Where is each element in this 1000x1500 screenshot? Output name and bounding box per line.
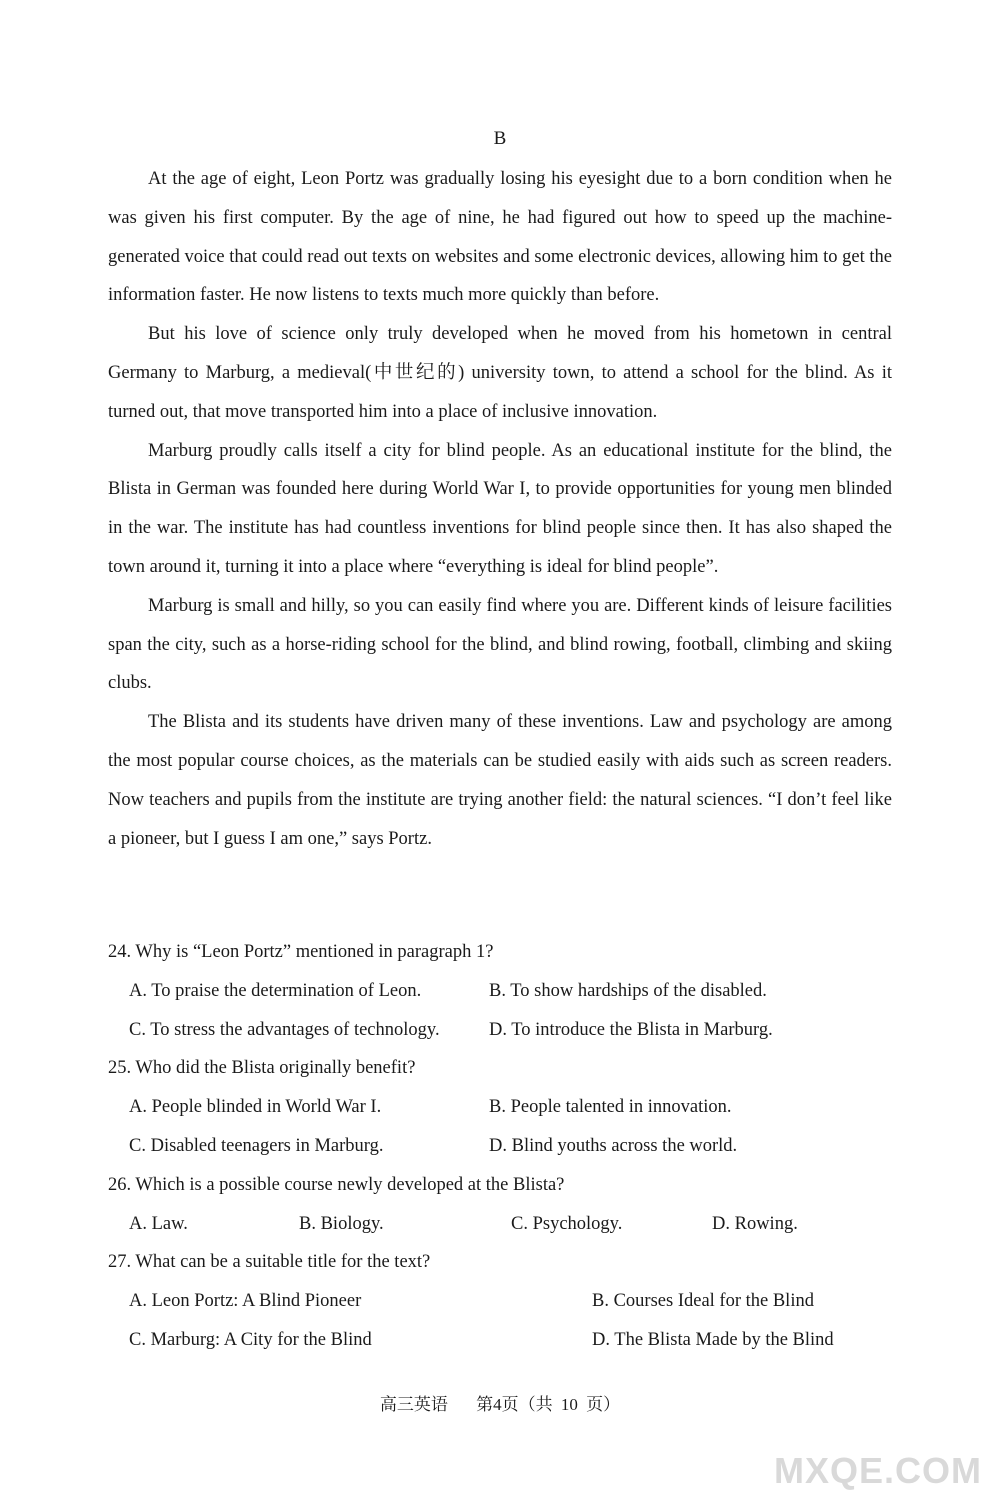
reading-passage — [108, 160, 892, 858]
question-24-options-row-1 — [108, 972, 892, 1011]
question-24-option-a: A. To praise the determination of Leon. — [129, 980, 422, 1001]
question-25-option-d: D. Blind youths across the world. — [489, 1135, 738, 1156]
question-26-option-c: C. Psychology. — [511, 1213, 623, 1234]
paragraph-3: Marburg proudly calls itself a city for blind people. As an educational institute for the blind, the Blista in German was founded here during World War I, to provide opportunities for young men blinded in the war. The institute has had countless inventions for blind people since then. It has also shaped the town around it, turning it into a place where “everything is ideal for blind people”. — [108, 440, 892, 577]
paragraph-2: But his love of science only truly developed when he moved from his hometown in central Germany to Marburg, a medieval(中世纪的) university town, to attend a school for the blind. As it turned out, that move transported him into a place of inclusive innovation. — [108, 324, 892, 422]
section-letter: B — [493, 128, 507, 149]
question-25-option-a: A. People blinded in World War I. — [129, 1097, 382, 1118]
question-26-option-d: D. Rowing. — [712, 1213, 798, 1234]
footer-page-number: 第4页（共 10 页） — [476, 1395, 621, 1414]
question-25-option-c: C. Disabled teenagers in Marburg. — [129, 1135, 384, 1156]
question-list — [108, 933, 892, 1360]
question-25-options-row-2 — [108, 1127, 892, 1166]
question-27-option-d: D. The Blista Made by the Blind — [592, 1329, 834, 1350]
question-25-options-row-1 — [108, 1088, 892, 1127]
paragraph-5: The Blista and its students have driven many of these inventions. Law and psychology are among the most popular course choices, as the materials can be studied easily with aids such as screen readers. Now teachers and pupils from the institute are trying another field: the natural sciences. “I don’t feel like a pioneer, but I guess I am one,” says Portz. — [108, 712, 892, 849]
paragraph-1: At the age of eight, Leon Portz was gradually losing his eyesight due to a born condition when he was given his first computer. By the age of nine, he had figured out how to speed up the machine-generated voice that could read out texts on websites and some electronic devices, allowing him to get the information faster. He now listens to texts much more quickly than before. — [108, 169, 892, 306]
question-24-options-row-2 — [108, 1011, 892, 1050]
question-27-option-b: B. Courses Ideal for the Blind — [592, 1291, 814, 1312]
question-25-option-b: B. People talented in innovation. — [489, 1097, 732, 1118]
footer-subject: 高三英语 — [379, 1395, 448, 1414]
site-watermark: MXQE.COM — [773, 1450, 982, 1491]
question-27-stem: 27. What can be a suitable title for the text? — [108, 1252, 431, 1273]
question-27-options-row-2 — [108, 1321, 892, 1360]
question-25-stem: 25. Who did the Blista originally benefit? — [108, 1058, 416, 1079]
question-24-option-c: C. To stress the advantages of technology. — [129, 1019, 440, 1040]
question-27-option-a: A. Leon Portz: A Blind Pioneer — [129, 1291, 362, 1312]
question-26-option-a: A. Law. — [129, 1213, 188, 1234]
paragraph-4: Marburg is small and hilly, so you can easily find where you are. Different kinds of leisure facilities span the city, such as a horse-riding school for the blind, and blind rowing, football, climbing and skiing clubs. — [108, 595, 892, 694]
question-26-options — [108, 1205, 892, 1244]
question-24-option-b: B. To show hardships of the disabled. — [489, 980, 767, 1001]
question-27-options-row-1 — [108, 1282, 892, 1321]
question-24-option-d: D. To introduce the Blista in Marburg. — [489, 1019, 773, 1040]
question-27-option-c: C. Marburg: A City for the Blind — [129, 1329, 372, 1350]
question-26-stem: 26. Which is a possible course newly developed at the Blista? — [108, 1174, 565, 1195]
page-footer — [0, 1390, 1000, 1415]
question-26-option-b: B. Biology. — [299, 1213, 384, 1234]
question-24-stem: 24. Why is “Leon Portz” mentioned in paragraph 1? — [108, 942, 494, 962]
